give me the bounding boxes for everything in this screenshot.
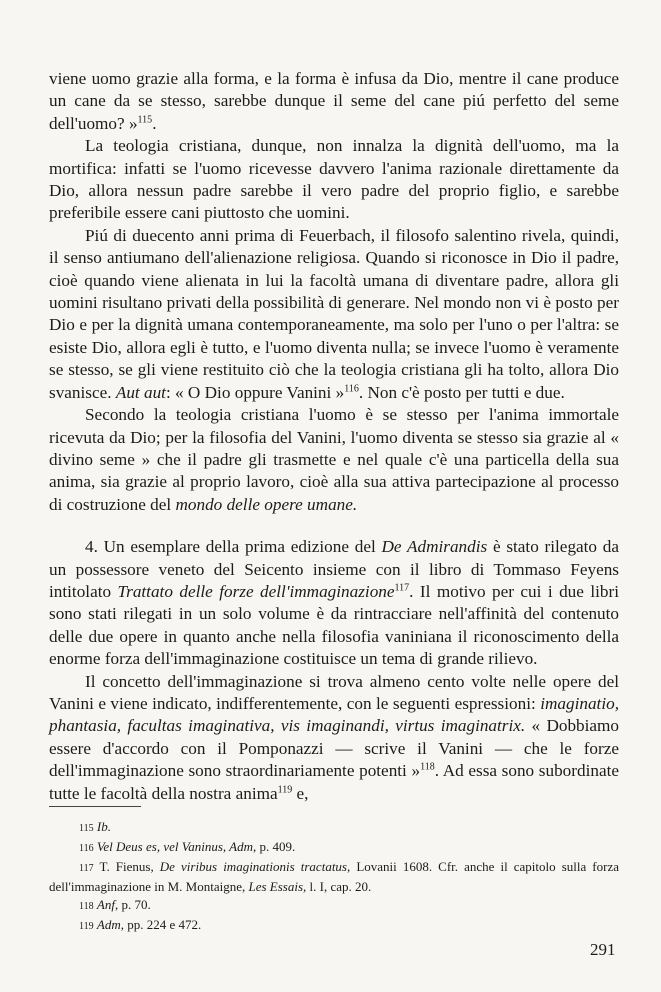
footnote: 119 Adm, pp. 224 e 472.	[79, 917, 202, 932]
footnote-number: 116	[79, 843, 94, 854]
section-4-paragraph: 4. Un esemplare della prima edizione del De Admirandis è stato rilegato da un possessore veneto del Seicento insieme con il libro di Tommaso Feyens intitolato Trattato delle forze dell'immaginazione$^{117}$. Il motivo per cui i due libri sono stati rilegati in un solo volume è da rintracciare nell'affinità del contenuto delle due opere in quanto anche nella filosofia vaniniana il riconoscimento della enorme forza dell'immaginazione costituisce un tema di grande rilievo.	[49, 537, 619, 669]
paragraph: La teologia cristiana, dunque, non innalza la dignità dell'uomo, ma la mortifica: infatti se l'uomo ricevesse davvero l'anima razionale direttamente da Dio, allora nessun padre sarebbe il vero padre del proprio figlio, e sarebbe preferibile essere cani piuttosto che uomini.	[49, 136, 619, 223]
page-number: 291	[590, 940, 616, 959]
footnote: 117 T. Fienus, De viribus imaginationis tractatus, Lovanii 1608. Cfr. anche il capitolo sulla forza dell'immaginazione in M. Montaigne, Les Essais, l. I, cap. 20.	[49, 859, 620, 894]
footnote: 115 Ib.	[79, 819, 111, 834]
footnote-number: 119	[79, 921, 94, 932]
paragraph: Il concetto dell'immaginazione si trova almeno cento volte nelle opere del Vanini e viene indicato, indifferentemente, con le seguenti espressioni: imaginatio, phantasia, facultas imaginativa, vis imaginandi, virtus imaginatrix. « Dobbiamo essere d'accordo con il Pomponazzi — scrive il Vanini — che le forze dell'immaginazione sono straordinariamente potenti »$^{118}$. Ad essa sono subordinate tutte le facoltà della nostra anima$^{119}$ e,	[49, 671, 620, 803]
paragraph: Secondo la teologia cristiana l'uomo è se stesso per l'anima immortale ricevuta da Dio; per la filosofia del Vanini, l'uomo diventa se stesso sia grazie al « divino seme » che il padre gli trasmette e nel quale c'è una particella della sua anima, sia grazie al proprio lavoro, cioè alla sua attiva partecipazione al processo di costruzione del mondo delle opere umane.	[49, 405, 619, 514]
footnote-number: 117	[79, 863, 94, 874]
footnote: 116 Vel Deus es, vel Vaninus, Adm, p. 409.	[79, 839, 296, 854]
footnotes	[49, 818, 619, 936]
footnote-number: 115	[79, 823, 94, 834]
paragraph: viene uomo grazie alla forma, e la forma è infusa da Dio, mentre il cane produce un cane da se stesso, sarebbe dunque il seme del cane piú perfetto del seme dell'uomo? »$^{115}$.	[49, 69, 619, 133]
paragraph: Piú di duecento anni prima di Feuerbach, il filosofo salentino rivela, quindi, il senso antiumano dell'alienazione religiosa. Quando si riconosce in Dio il padre, cioè quando viene alienata in lui la facoltà umana di diventare padre, allora gli uomini risultano privati della possibilità di generare. Nel mondo non vi è posto per Dio e per la dignità umana contemporaneamente, ma solo per l'uno o per l'altra: se esiste Dio, allora egli è tutto, e l'uomo diventa nulla; se invece l'uomo è veramente se stesso, se gli viene restituito ciò che la teologia cristiana gli ha tolto, allora Dio svanisce. Aut aut: « O Dio oppure Vanini »$^{116}$. Non c'è posto per tutti e due.	[49, 225, 619, 402]
main-text	[49, 68, 619, 805]
footnote-number: 118	[79, 901, 94, 912]
footnote: 118 Anf, p. 70.	[79, 897, 151, 912]
footnote-divider	[49, 806, 141, 807]
